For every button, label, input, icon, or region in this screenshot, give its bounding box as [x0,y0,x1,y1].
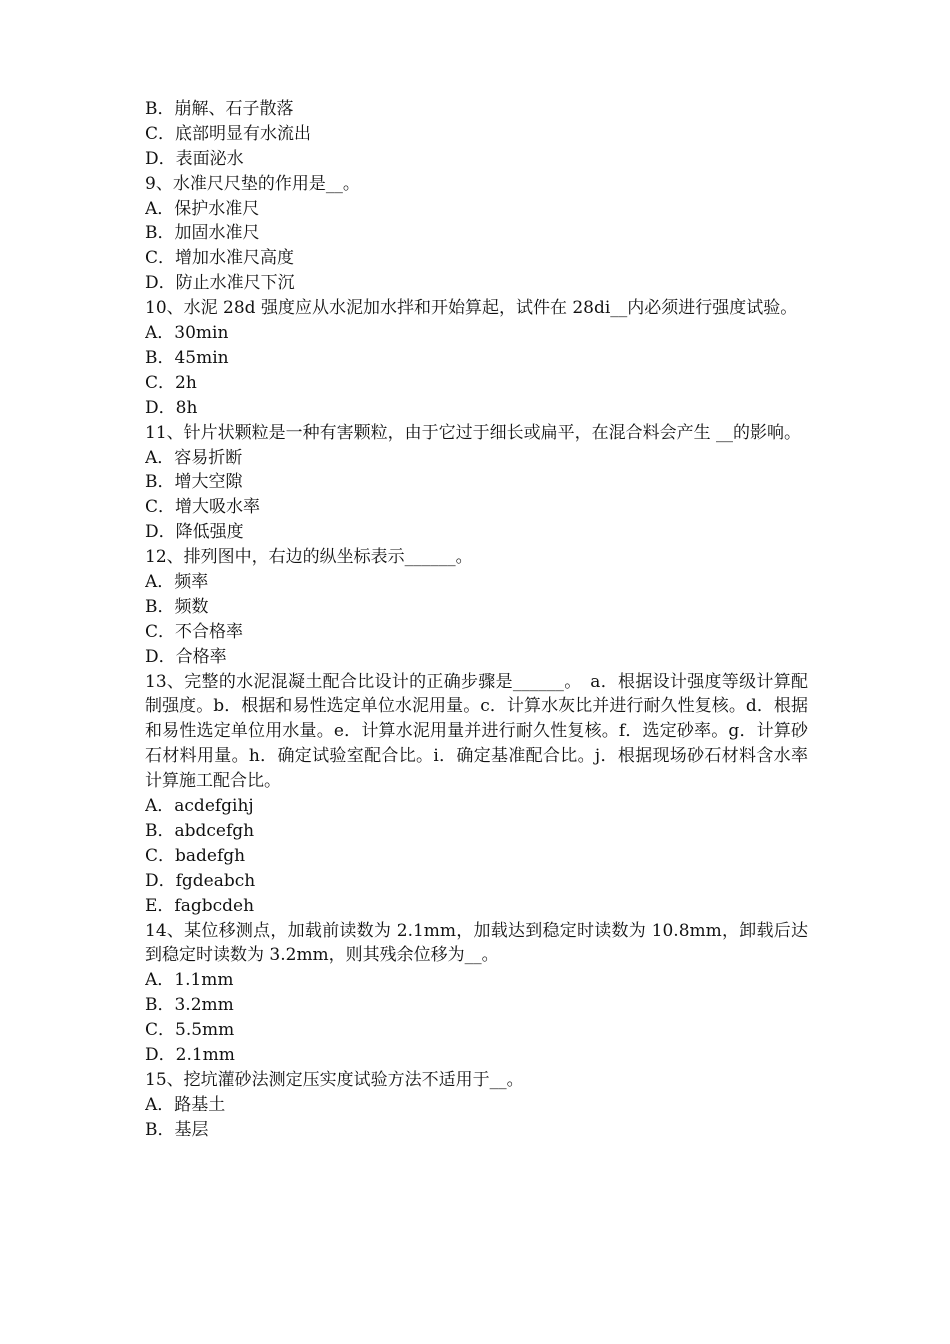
q13-opt-e: E．fagbcdeh [145,895,255,916]
q11-opt-d: D．降低强度 [145,522,244,543]
q10-opt-c: C．2h [145,372,197,393]
q10-question: 10、水泥 28d 强度应从水泥加水拌和开始算起，试件在 28di__内必须进行强度试验。 [145,298,798,319]
q10-opt-b: B．45min [145,347,229,368]
q11-opt-a: A．容易折断 [145,447,243,468]
q9-opt-b: B．加固水准尺 [145,223,260,244]
q15-opt-b: B．基层 [145,1119,209,1140]
q12-question: 12、排列图中，右边的纵坐标表示______。 [145,547,473,568]
q12-opt-c: C．不合格率 [145,621,244,642]
q12-opt-a: A．频率 [145,571,209,592]
q12-opt-d: D．合格率 [145,646,227,667]
q10-opt-d: D．8h [145,397,198,418]
q13-opt-d: D．fgdeabch [145,870,256,891]
q14-opt-b: B．3.2mm [145,995,234,1016]
q14-opt-c: C．5.5mm [145,1020,235,1041]
q13-question: 13、完整的水泥混凝土配合比设计的正确步骤是______。 a．根据设计强度等级计算配制强度。b．根据和易性选定单位水泥用量。c．计算水灰比并进行耐久性复核。d．根据和易性选定单位用水量。e．计算水泥用量并进行耐久性复核。f．选定砂率。g．计算砂石材料用量。h．确定试验室配合比。i．确定基准配合比。j．根据现场砂石材料含水率计算施工配合比。 [145,671,808,792]
exam-question-text [145,97,808,1143]
q15-question: 15、挖坑灌砂法测定压实度试验方法不适用于__。 [145,1069,524,1090]
q13-opt-c: C．badefgh [145,845,246,866]
q11-opt-b: B．增大空隙 [145,472,243,493]
q14-opt-a: A．1.1mm [145,970,234,991]
q13-opt-b: B．abdcefgh [145,820,255,841]
q8-opt-d: D．表面泌水 [145,148,244,169]
q14-opt-d: D．2.1mm [145,1044,235,1065]
q8-opt-b: B．崩解、石子散落 [145,99,294,119]
q9-opt-a: A．保护水准尺 [145,198,260,219]
q12-opt-b: B．频数 [145,596,209,617]
q15-opt-a: A．路基土 [145,1094,226,1115]
q9-question: 9、水准尺尺垫的作用是__。 [145,173,360,194]
q9-opt-d: D．防止水准尺下沉 [145,273,295,294]
q11-question: 11、针片状颗粒是一种有害颗粒，由于它过于细长或扁平，在混合料会产生 __的影响。 [145,422,802,443]
q9-opt-c: C．增加水准尺高度 [145,248,295,269]
q14-question: 14、某位移测点，加载前读数为 2.1mm，加载达到稳定时读数为 10.8mm，卸载后达到稳定时读数为 3.2mm，则其残余位移为__。 [145,920,808,966]
q8-opt-c: C．底部明显有水流出 [145,123,312,144]
q13-opt-a: A．acdefgihj [145,796,254,817]
q11-opt-c: C．增大吸水率 [145,497,261,518]
q10-opt-a: A．30min [145,323,229,344]
